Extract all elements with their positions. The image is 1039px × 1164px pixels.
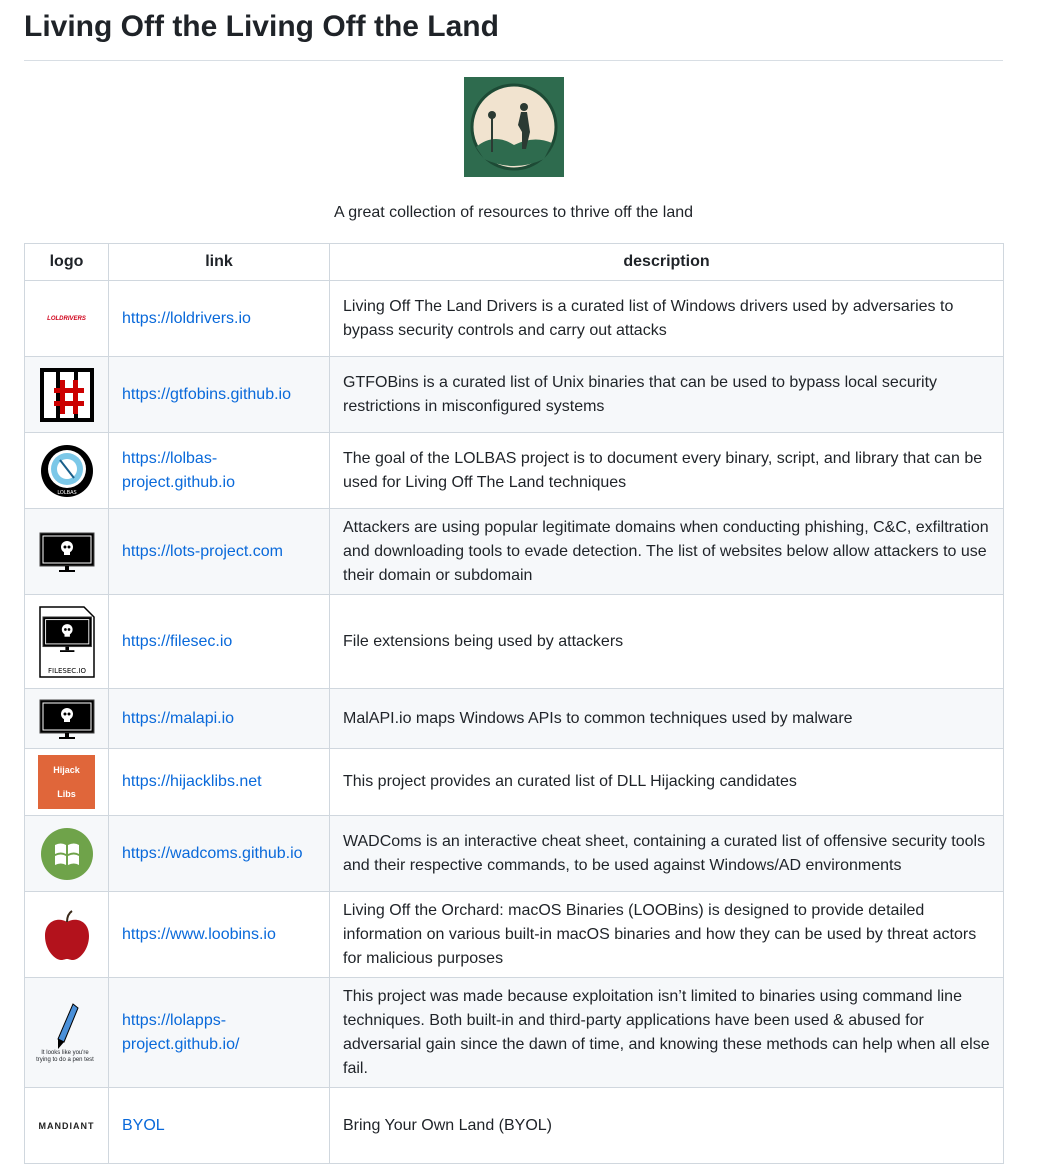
link-cell [109, 281, 330, 357]
link-cell [109, 509, 330, 595]
description-cell: File extensions being used by attackers [330, 595, 1004, 689]
description-cell: Living Off The Land Drivers is a curated list of Windows drivers used by adversaries to bypass security controls and carry out attacks [330, 281, 1004, 357]
resource-link[interactable]: https://loldrivers.io [122, 309, 251, 327]
link-cell [109, 357, 330, 433]
link-cell [109, 816, 330, 892]
resource-link[interactable]: https://filesec.io [122, 632, 233, 650]
description-cell: Living Off the Orchard: macOS Binaries (LOOBins) is designed to provide detailed information on various built-in macOS binaries and how they can be used by threat actors for malicious purposes [330, 892, 1004, 978]
logo-cell [25, 595, 109, 689]
table-row [25, 281, 1004, 357]
logo-cell [25, 892, 109, 978]
link-cell [109, 595, 330, 689]
description-cell: This project provides an curated list of DLL Hijacking candidates [330, 749, 1004, 816]
column-header-description: description [330, 244, 1004, 281]
resource-link[interactable]: https://www.loobins.io [122, 925, 276, 943]
hero-logo [24, 77, 1003, 177]
description-cell: Attackers are using popular legitimate domains when conducting phishing, C&C, exfiltration and downloading tools to evade detection. The list of websites below allow attackers to use their domain or subdomain [330, 509, 1004, 595]
table-row [25, 749, 1004, 816]
link-cell [109, 689, 330, 749]
table-row [25, 689, 1004, 749]
monitor-logo-icon [38, 699, 95, 739]
logo-cell [25, 509, 109, 595]
logo-cell [25, 1088, 109, 1164]
resource-link[interactable]: https://lolapps-project.github.io/ [122, 1011, 240, 1053]
column-header-link: link [109, 244, 330, 281]
column-header-logo: logo [25, 244, 109, 281]
svg-text:LOLBAS: LOLBAS [56, 489, 77, 496]
logo-cell [25, 689, 109, 749]
resource-link[interactable]: https://lolbas-project.github.io [122, 449, 235, 491]
wadcoms-logo-icon [38, 827, 95, 881]
resource-link[interactable]: https://gtfobins.github.io [122, 385, 291, 403]
mandiant-logo-icon: MANDIANT [38, 1120, 95, 1131]
table-row [25, 509, 1004, 595]
farmer-logo-icon [464, 77, 564, 177]
description-cell: GTFOBins is a curated list of Unix binaries that can be used to bypass local security restrictions in misconfigured systems [330, 357, 1004, 433]
link-cell [109, 892, 330, 978]
lolbas-logo-icon [38, 444, 95, 498]
table-row [25, 357, 1004, 433]
description-cell: MalAPI.io maps Windows APIs to common techniques used by malware [330, 689, 1004, 749]
link-cell [109, 978, 330, 1088]
resource-link[interactable]: https://wadcoms.github.io [122, 844, 303, 862]
resource-link[interactable]: BYOL [122, 1116, 165, 1134]
table-row [25, 892, 1004, 978]
link-cell [109, 1088, 330, 1164]
table-row [25, 978, 1004, 1088]
table-row [25, 595, 1004, 689]
table-header-row [25, 244, 1004, 281]
logo-cell [25, 816, 109, 892]
monitor-logo-icon [38, 532, 95, 572]
table-row [25, 1088, 1004, 1164]
description-cell: Bring Your Own Land (BYOL) [330, 1088, 1004, 1164]
resource-link[interactable]: https://hijacklibs.net [122, 773, 262, 790]
resource-link[interactable]: https://lots-project.com [122, 542, 283, 560]
loldrivers-logo-icon: LOLDRIVERS [47, 315, 86, 322]
gtfobins-logo-icon [38, 368, 95, 422]
description-cell: WADComs is an interactive cheat sheet, containing a curated list of offensive security tools and their respective commands, to be used against Windows/AD environments [330, 816, 1004, 892]
logo-cell [25, 281, 109, 357]
logo-cell [25, 357, 109, 433]
link-cell [109, 749, 330, 816]
description-cell: The goal of the LOLBAS project is to document every binary, script, and library that can be used for Living Off The Land techniques [330, 433, 1004, 509]
logo-cell [25, 433, 109, 509]
table-row [25, 816, 1004, 892]
page-caption: A great collection of resources to thrive off the land [333, 204, 694, 221]
logo-cell [25, 978, 109, 1088]
resource-link[interactable]: https://malapi.io [122, 709, 235, 727]
hijack-logo-icon: Hijack Libs [38, 755, 95, 809]
resources-table [24, 243, 1004, 1164]
apple-logo-icon [38, 908, 95, 962]
logo-cell [25, 749, 109, 816]
filesec-logo-icon [38, 606, 95, 678]
description-cell: This project was made because exploitation isn’t limited to binaries using command line techniques. Both built-in and third-party applications have been used & abused for adversarial gain since the dawn of time, and knowing these methods can help when all else fail. [330, 978, 1004, 1088]
svg-text:FILESEC.IO: FILESEC.IO [47, 666, 86, 675]
pen-logo-icon: It looks like you're trying to do a pen test [38, 1002, 95, 1064]
table-row [25, 433, 1004, 509]
page-title: Living Off the Living Off the Land [24, 0, 1003, 61]
link-cell [109, 433, 330, 509]
